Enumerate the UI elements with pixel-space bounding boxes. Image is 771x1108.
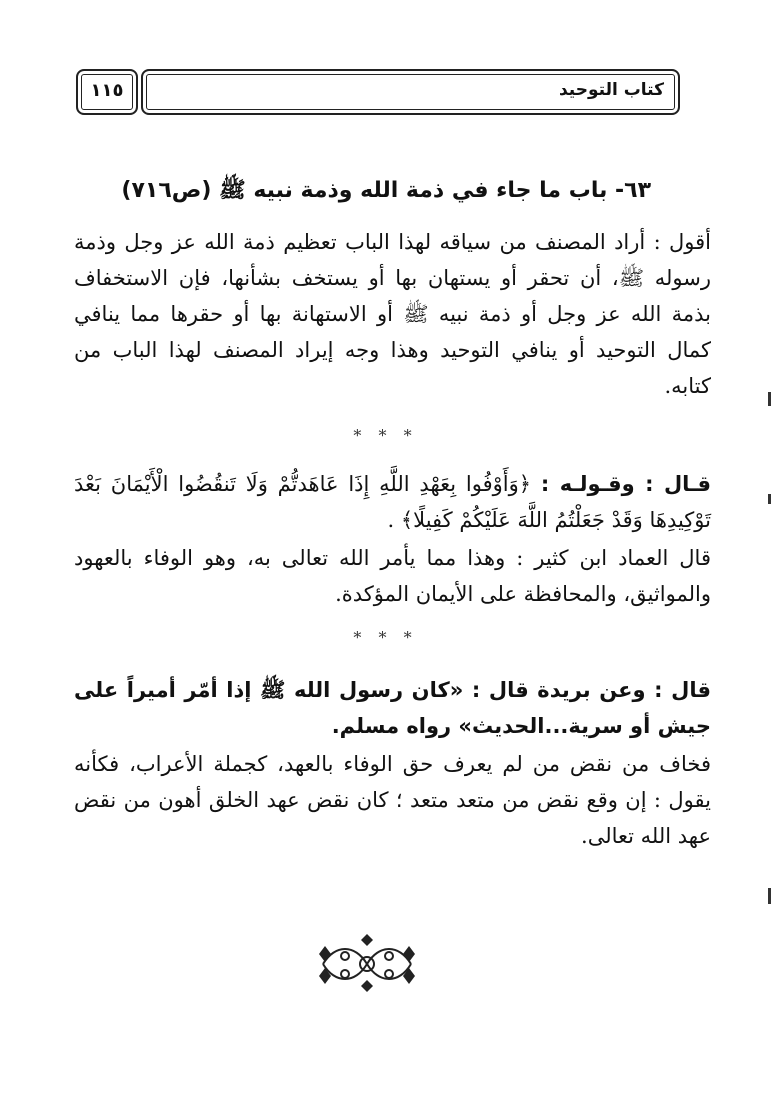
section-separator-2: * * * [353,628,418,647]
running-header-title: كتاب التوحيد [558,80,664,100]
header-title-frame [141,69,680,115]
page-number-frame [76,69,138,115]
paragraph-intro: أقول : أراد المصنف من سياقه لهذا الباب تعظيم ذمة الله عز وجل وذمة رسوله ﷺ، أن تحقر أو يستهان بها أو يستخف بشأنها، فإن الاستخفاف بذمة الله عز وجل أو ذمة نبيه ﷺ أو الاستهانة بها أو حقرها مما ينافي كمال التوحيد أو ينافي التوحيد وهذا وجه إيراد المصنف لهذا الباب من كتابه. [74,230,711,398]
chapter-title: ٦٣- باب ما جاء في ذمة الله وذمة نبيه ﷺ (ص٧١٦) [121,178,651,203]
hadith-heading: قال : وعن بريدة قال : «كان رسول الله ﷺ إذا أمّر أميراً على جيش أو سرية...الحديث» رواه مسلم. [74,678,711,738]
section-separator: * * * [353,426,418,445]
page-number: ١١٥ [90,80,124,101]
quote-lead: قـال : وقـولـه : [540,472,711,496]
paragraph-ibn-kathir: قال العماد ابن كثير : وهذا مما يأمر الله تعالى به، وهو الوفاء بالعهود والمواثيق، والمحافظة على الأيمان المؤكدة. [74,546,711,606]
paragraph-conclusion: فخاف من نقض من لم يعرف حق الوفاء بالعهد، كجملة الأعراب، فكأنه يقول : إن وقع نقض من متعد متعد ؛ كان نقض عهد الخلق أهون من نقض عهد الله تعالى. [74,752,711,848]
quran-quote-block [74,466,711,538]
floral-ornament-icon [315,934,419,992]
quran-verse: ﴿وَأَوْفُوا بِعَهْدِ اللَّهِ إِذَا عَاهَدتُّمْ وَلَا تَنقُضُوا الْأَيْمَانَ بَعْدَ تَوْكِيدِهَا وَقَدْ جَعَلْتُمُ اللَّهَ عَلَيْكُمْ كَفِيلًا﴾ . [74,472,711,532]
